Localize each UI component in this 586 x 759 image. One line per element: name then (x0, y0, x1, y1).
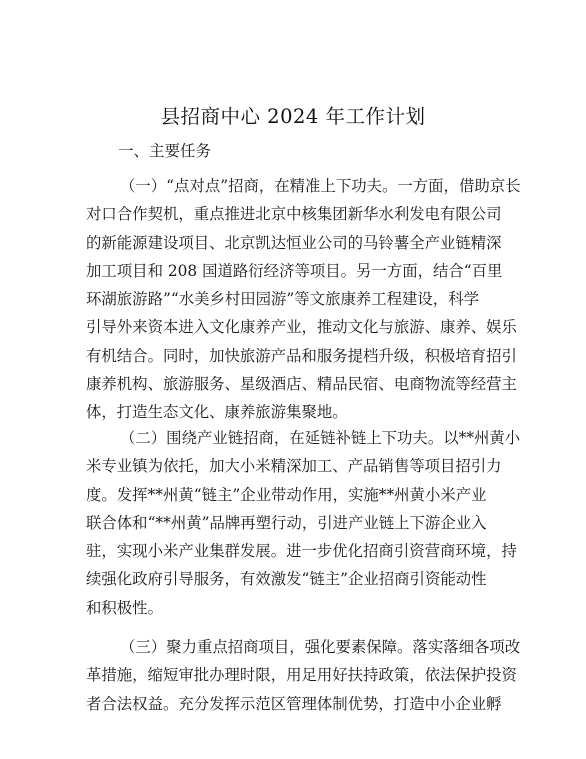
paragraph-line: （一）“点对点”招商，在精准上下功夫。一方面，借助京长 (120, 177, 521, 195)
document-title: 县招商中心 2024 年工作计划 (160, 105, 426, 128)
paragraph-line: 度。发挥**州黄“链主”企业带动作用，实施**州黄小米产业 (86, 485, 487, 504)
paragraph-2 (86, 424, 521, 622)
paragraph-line: 对口合作契机，重点推进北京中核集团新华水利发电有限公司 (86, 205, 502, 224)
paragraph-line: 米专业镇为依托，加大小米精深加工、产品销售等项目招引力 (86, 457, 502, 476)
section-heading: 一、主要任务 (118, 142, 212, 160)
paragraph-line: 引导外来资本进入文化康养产业，推动文化与旅游、康养、娱乐 (86, 318, 517, 337)
paragraph-3 (86, 633, 521, 718)
paragraph-line: 加工项目和 208 国道路衍经济等项目。另一方面，结合“百里 (86, 261, 503, 280)
paragraph-line: 康养机构、旅游服务、星级酒店、精品民宿、电商物流等经营主 (86, 375, 517, 394)
paragraph-line: 者合法权益。充分发挥示范区管理体制优势，打造中小企业孵 (86, 694, 502, 713)
paragraph-line: 和积极性。 (86, 598, 163, 617)
paragraph-line: 有机结合。同时，加快旅游产品和服务提档升级，积极培育招引 (86, 346, 517, 365)
paragraph-1 (86, 172, 521, 427)
paragraph-line: 续强化政府引导服务，有效激发“链主”企业招商引资能动性 (86, 570, 487, 589)
paragraph-line: 联合体和“**州黄”品牌再塑行动，引进产业链上下游企业入 (86, 513, 487, 532)
paragraph-line: 的新能源建设项目、北京凯达恒业公司的马铃薯全产业链精深 (86, 233, 502, 252)
paragraph-line: 驻，实现小米产业集群发展。进一步优化招商引资营商环境，持 (86, 542, 517, 561)
paragraph-line: 环湖旅游路”“水美乡村田园游”等文旅康养工程建设，科学 (86, 290, 479, 309)
paragraph-line: （三）聚力重点招商项目，强化要素保障。落实落细各项改 (120, 638, 521, 656)
paragraph-line: 体，打造生态文化、康养旅游集聚地。 (86, 403, 348, 422)
paragraph-line: （二）围绕产业链招商，在延链补链上下功夫。以**州黄小 (120, 429, 521, 447)
paragraph-line: 革措施，缩短审批办理时限，用足用好扶持政策，依法保护投资 (86, 666, 517, 685)
